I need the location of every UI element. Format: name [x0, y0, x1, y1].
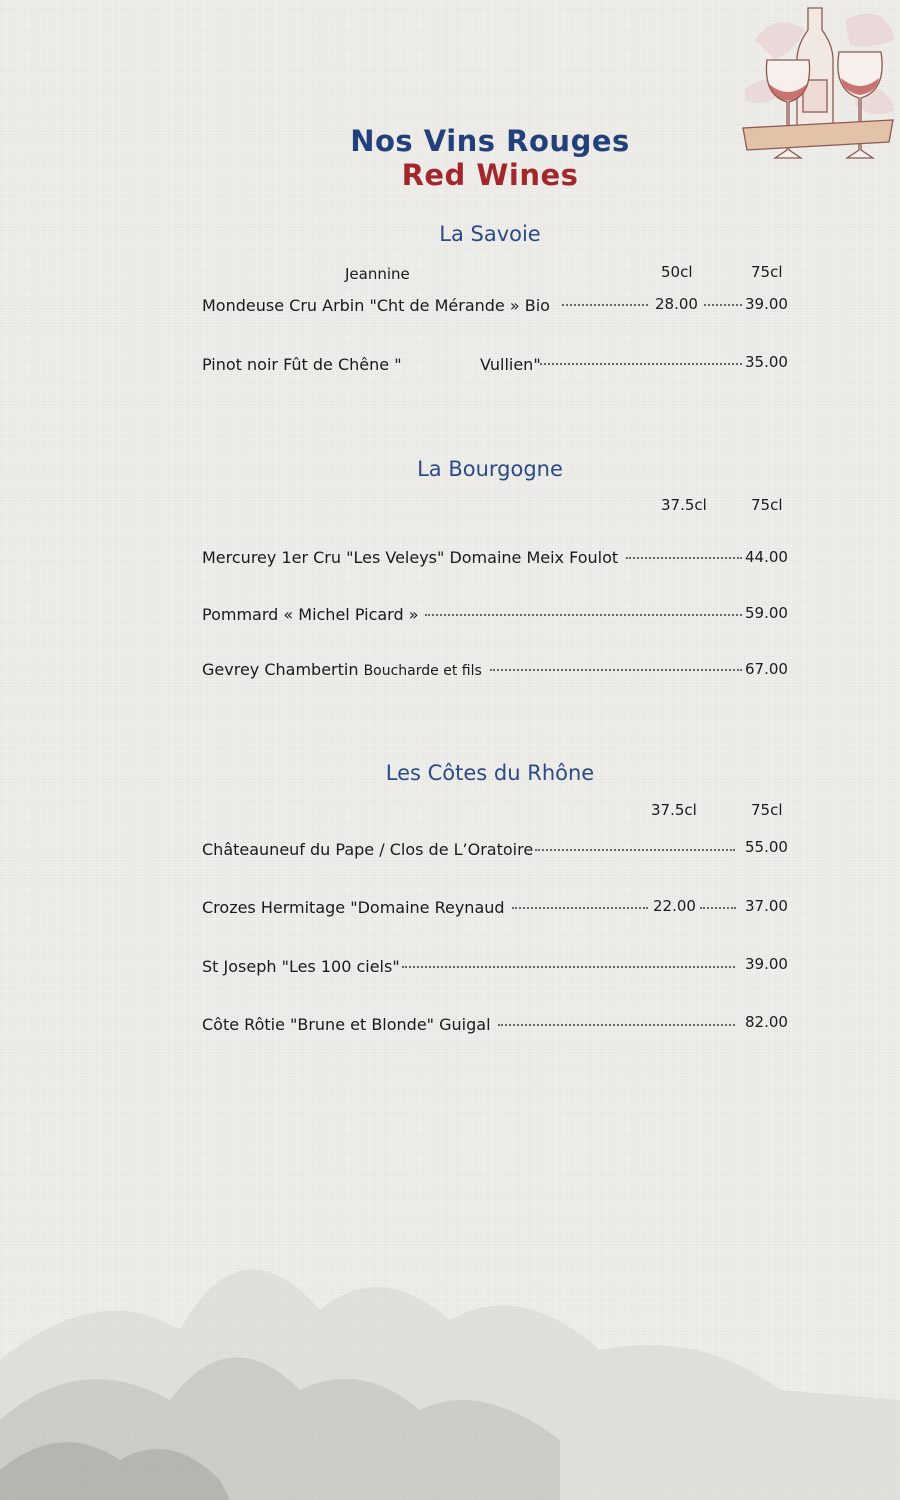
wine-name: Pinot noir Fût de Chêne " — [202, 355, 402, 374]
wine-name: Châteauneuf du Pape / Clos de L’Oratoire — [202, 840, 534, 859]
dot-leader — [425, 614, 742, 616]
dot-leader — [540, 363, 742, 365]
wine-name: St Joseph "Les 100 ciels" — [202, 957, 400, 976]
column-header-size-b: 75cl — [751, 801, 783, 819]
dot-leader — [490, 669, 742, 671]
dot-leader — [700, 907, 736, 909]
column-header-size-a: 37.5cl — [651, 801, 697, 819]
price: 37.00 — [745, 897, 788, 915]
producer-note: Jeannine — [345, 265, 410, 283]
price: 82.00 — [745, 1013, 788, 1031]
wine-name-main: Gevrey Chambertin — [202, 660, 364, 679]
dot-leader — [535, 849, 735, 851]
wine-name: Mondeuse Cru Arbin "Cht de Mérande » Bio — [202, 296, 550, 315]
column-header-size-b: 75cl — [751, 263, 783, 281]
wine-name: Côte Rôtie "Brune et Blonde" Guigal — [202, 1015, 491, 1034]
page-title: Nos Vins Rouges — [350, 124, 630, 158]
dot-leader — [498, 1024, 735, 1026]
dot-leader — [626, 557, 742, 559]
price: 39.00 — [745, 295, 788, 313]
dot-leader — [512, 907, 648, 909]
price: 35.00 — [745, 353, 788, 371]
dot-leader — [402, 966, 735, 968]
section-title-bourgogne: La Bourgogne — [417, 457, 563, 481]
wine-name: Crozes Hermitage "Domaine Reynaud — [202, 898, 505, 917]
price: 44.00 — [745, 548, 788, 566]
dot-leader — [704, 304, 742, 306]
dot-leader — [562, 304, 648, 306]
price: 55.00 — [745, 838, 788, 856]
price-small: 28.00 — [655, 295, 698, 313]
section-title-rhone: Les Côtes du Rhône — [385, 761, 595, 785]
wine-producer: Boucharde et fils — [363, 663, 482, 679]
column-header-size-b: 75cl — [751, 496, 783, 514]
price: 67.00 — [745, 660, 788, 678]
column-header-size-a: 50cl — [661, 263, 693, 281]
price: 59.00 — [745, 604, 788, 622]
wine-name: Pommard « Michel Picard » — [202, 605, 419, 624]
wine-name — [202, 660, 482, 679]
price: 39.00 — [745, 955, 788, 973]
price-small: 22.00 — [653, 897, 696, 915]
section-title-savoie: La Savoie — [439, 222, 541, 246]
wine-name: Mercurey 1er Cru "Les Veleys" Domaine Meix Foulot — [202, 548, 619, 567]
page-subtitle: Red Wines — [401, 158, 579, 192]
mountain-landscape-icon — [0, 1200, 900, 1500]
wine-name-suffix: Vullien" — [480, 355, 541, 374]
column-header-size-a: 37.5cl — [661, 496, 707, 514]
